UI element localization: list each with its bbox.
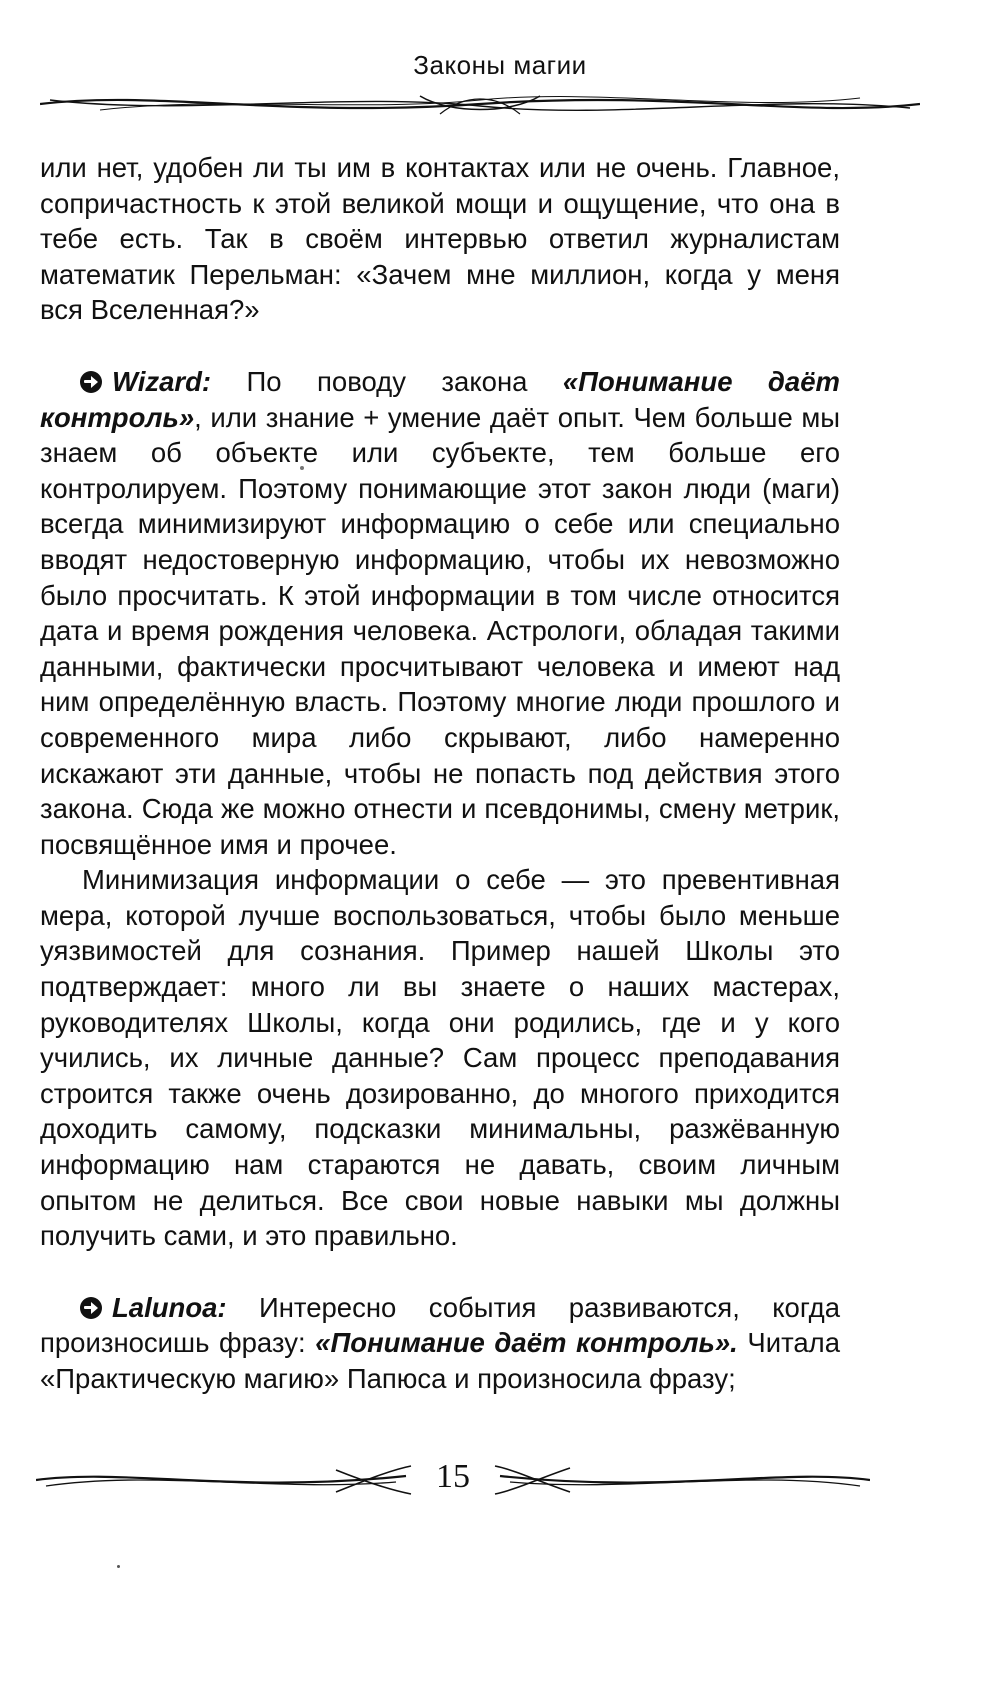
arrow-circle-icon xyxy=(80,1297,102,1319)
paragraph-text: Читала «Практическую магию» Папюса и произносила фразу; xyxy=(40,1327,840,1394)
speaker-name-wizard: Wizard: xyxy=(112,365,212,397)
speaker-name-lalunoa: Lalunoa: xyxy=(112,1291,227,1323)
paragraph-lalunoa xyxy=(40,1290,840,1397)
arrow-circle-icon xyxy=(80,371,102,393)
paragraph-continuation: или нет, удобен ли ты им в контактах или не очень. Главное, сопричастность к этой великой мощи и ощущение, что она в тебе есть. Так в своём интервью ответил журналистам математик Перельман: «Зачем мне миллион, когда у меня вся Вселенная?» xyxy=(40,152,840,326)
scan-speck xyxy=(117,1565,120,1568)
paragraph-text: , или знание + умение даёт опыт. Чем больше мы знаем об объекте или субъекте, тем больше его контролируем. Поэтому понимающие этот закон люди (маги) всегда минимизируют информацию о себе или специально вводят недостоверную информацию, чтобы их невозможно было просчитать. К этой информации в том числе относится дата и время рождения человека. Астрологи, обладая такими данными, фактически просчитывают человека и имеют над ним определённую власть. Поэтому многие люди прошлого и современного мира либо скрывают, либо намеренно искажают эти данные, чтобы не попасть под действия этого закона. Сюда же можно отнести и псевдонимы, смену метрик, посвящённое имя и прочее. xyxy=(40,401,840,860)
paragraph-gap xyxy=(40,328,840,364)
page-body xyxy=(40,150,840,1397)
law-title-emphasis: «Понимание даёт контроль» xyxy=(40,365,840,433)
flourish-divider-icon xyxy=(36,1460,416,1500)
running-head-title: Законы магии xyxy=(413,50,587,80)
paragraph-text: Интересно события развиваются, когда произносишь фразу: xyxy=(40,1291,840,1359)
paragraph-wizard xyxy=(40,364,840,862)
law-title-emphasis: «Понимание даёт контроль». xyxy=(315,1327,738,1359)
paragraph-minimization: Минимизация информации о себе — это превентивная мера, которой лучше воспользоваться, чтобы было меньше уязвимостей для сознания. Пример нашей Школы это подтверждает: много ли вы знаете о наших мастерах, руководителях Школы, когда они родились, где и у кого учились, их личные данные? Сам процесс преподавания строится также очень дозированно, до многого приходится доходить самому, подсказки минимальны, разжёванную информацию нам стараются не давать, своим личным опытом не делиться. Все свои новые навыки мы должны получить сами, и это правильно. xyxy=(40,864,840,1252)
flourish-divider-icon xyxy=(490,1460,870,1500)
paragraph-text: По поводу закона xyxy=(211,365,563,397)
paragraph-gap xyxy=(40,1254,840,1290)
flourish-divider-icon xyxy=(40,86,920,122)
page-number: 15 xyxy=(436,1458,470,1495)
